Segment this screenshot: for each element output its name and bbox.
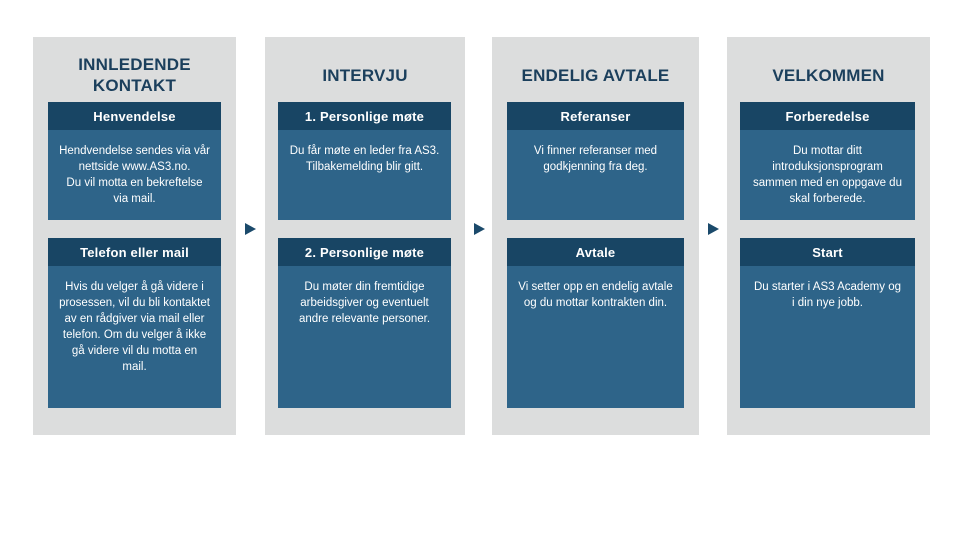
arrow-right-icon	[708, 223, 719, 235]
card-body: Vi finner referanser med godkjenning fra deg.	[533, 145, 658, 173]
card-header: 2. Personlige møte	[278, 238, 451, 266]
card-henvendelse	[48, 102, 221, 220]
card-referanser	[507, 102, 684, 220]
column-title: INNLEDENDE KONTAKT	[78, 55, 191, 95]
card-body: Hvis du velger å gå videre i prosessen, vil du bli kontaktet av en rådgiver via mail eller telefon. Om du velger å ikke gå videre vil du motta en mail.	[59, 281, 210, 373]
card-avtale	[507, 238, 684, 408]
card-header: Start	[740, 238, 915, 266]
column-innledende-kontakt	[33, 37, 236, 435]
arrow-right-icon	[474, 223, 485, 235]
card-body: Vi setter opp en endelig avtale og du mottar kontrakten din.	[518, 281, 673, 309]
arrow-right-icon	[245, 223, 256, 235]
card-header: Telefon eller mail	[48, 238, 221, 266]
card-header: 1. Personlige møte	[278, 102, 451, 130]
card-telefon-eller-mail	[48, 238, 221, 408]
column-endelig-avtale	[492, 37, 699, 435]
card-forberedelse	[740, 102, 915, 220]
card-header: Avtale	[507, 238, 684, 266]
card-body: Du mottar ditt introduksjonsprogram sammen med en oppgave du skal forberede.	[753, 145, 902, 205]
card-header: Referanser	[507, 102, 684, 130]
column-velkommen	[727, 37, 930, 435]
card-personlige-mote-2	[278, 238, 451, 408]
column-title: INTERVJU	[322, 65, 408, 85]
column-intervju	[265, 37, 465, 435]
card-header: Forberedelse	[740, 102, 915, 130]
column-title: ENDELIG AVTALE	[521, 65, 670, 85]
card-start	[740, 238, 915, 408]
card-header: Henvendelse	[48, 102, 221, 130]
card-body: Du starter i AS3 Academy og i din nye jobb.	[753, 281, 902, 309]
card-body: Du får møte en leder fra AS3. Tilbakemelding blir gitt.	[289, 145, 440, 173]
column-title: VELKOMMEN	[772, 65, 885, 85]
card-body: Du møter din fremtidige arbeidsgiver og eventuelt andre relevante personer.	[298, 281, 431, 325]
card-body: Hendvendelse sendes via vår nettside www.AS3.no. Du vil motta en bekreftelse via mail.	[59, 145, 210, 205]
card-personlige-mote-1	[278, 102, 451, 220]
